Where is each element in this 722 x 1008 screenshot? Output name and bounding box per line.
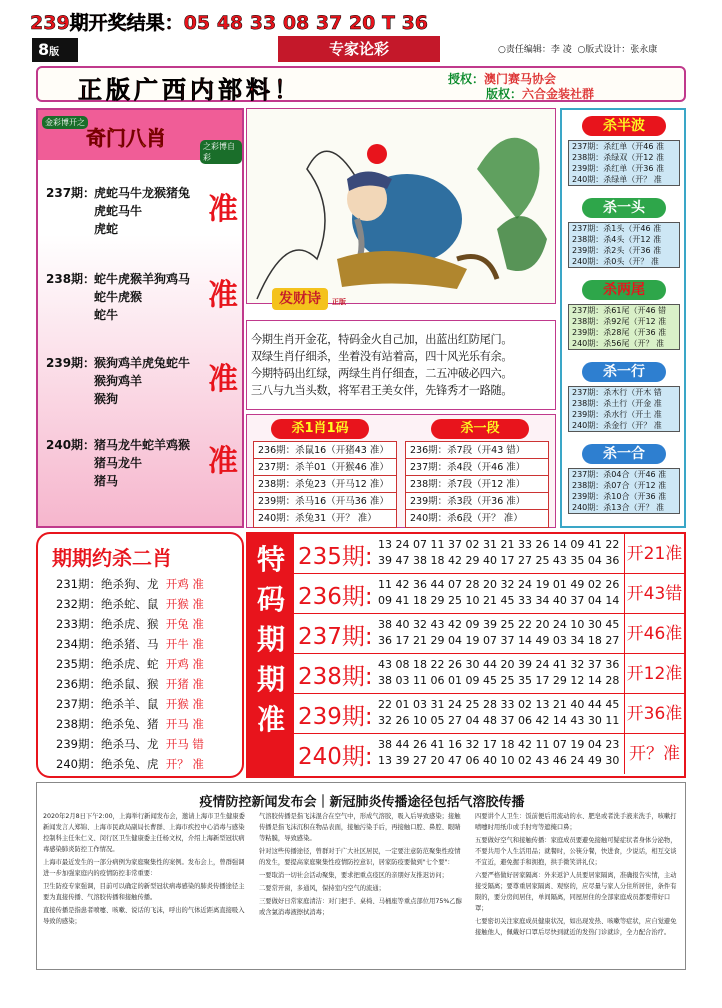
banner-title: 正版广西内部料！ — [78, 76, 302, 104]
kill-wave-list — [568, 140, 680, 186]
kill-zodiac-row: 237期：杀羊01（开猴46 准） — [254, 459, 396, 476]
qimen-line: 蛇牛虎猴 — [94, 290, 143, 304]
kill-segment-row: 240期：杀6段（开？ 准） — [410, 513, 523, 524]
qimen-mark: 准 — [208, 192, 238, 227]
kill-sum-list — [568, 468, 680, 514]
kill-tail-row: 238期：杀92尾（开12 准 — [572, 317, 667, 326]
kill-element-row: 239期：杀水行（开土 准 — [572, 410, 662, 419]
special-code-numbers: 38 03 11 06 01 09 45 25 35 17 29 12 14 28 — [378, 674, 620, 687]
news-column-3 — [475, 811, 681, 940]
outcome: 开猴 准 — [165, 597, 204, 611]
qimen-box — [36, 108, 244, 528]
qimen-period: 240期： — [46, 438, 96, 452]
kill-wave-row: 239期：杀红单（开36 准 — [572, 164, 664, 173]
qimen-tag-left: 金彩博开之 — [42, 116, 88, 129]
special-code-row — [294, 694, 684, 734]
period: 234期： — [56, 637, 101, 651]
kill: 绝杀猪、马 — [100, 637, 159, 651]
kill: 绝杀蛇、鼠 — [100, 597, 159, 611]
kill-sum-title: 杀一合 — [582, 444, 666, 464]
kill-zodiac-title: 杀1肖1码 — [271, 419, 369, 439]
special-code-numbers: 22 01 03 31 24 25 28 33 02 13 21 40 44 45 — [378, 698, 620, 711]
two-zodiac-row — [56, 634, 204, 654]
auth2-label: 版权： — [486, 87, 523, 101]
page-number-badge — [32, 38, 78, 62]
news-paragraph: 二要常开窗，多通风，保持室内空气的流通； — [259, 885, 385, 892]
qimen-tag-right: 之彩博自彩 — [200, 140, 242, 164]
auth2-value: 六合金装社群 — [522, 87, 595, 101]
poem-line: 今期生肖开金花，特码金火自己加，出蓝出红防尾门。 — [251, 333, 513, 346]
kill-head-list — [568, 222, 680, 268]
kill-head-row: 238期：杀4头（开12 准 — [572, 235, 662, 244]
qimen-line: 猴狗鸡羊虎兔蛇牛 — [94, 356, 191, 370]
kill-segment-row: 239期：杀3段（开36 准） — [406, 493, 548, 510]
kill-sum-row: 240期：杀13合（开？ 准 — [572, 503, 664, 512]
news-column-1 — [43, 811, 249, 929]
poem-line: 双绿生肖仔细杀，坐着没有站着高，四十风光乐有余。 — [251, 350, 513, 363]
news-paragraph: 七要密切关注家庭成员健康状况，如出现发热、咳嗽等症状，应自觉避免接触他人，佩戴好口罩后尽快到就近的发热门诊就诊，全力配合治疗。 — [475, 918, 677, 936]
credit-design: ○版式设计：张永康 — [577, 45, 658, 55]
kill-element-row: 240期：杀金行（开？ 准 — [572, 421, 662, 430]
kill-wave-row: 240期：杀绿单（开？ 准 — [572, 175, 662, 184]
qimen-line: 猪马 — [94, 474, 119, 488]
poem-line: 三八与九当头数，将军君王美女伴，先锋秀才一路随。 — [251, 384, 513, 397]
qimen-line: 猴狗 — [94, 392, 119, 406]
news-headline: 疫情防控新闻发布会｜新冠肺炎传播途径包括气溶胶传播 — [199, 795, 525, 810]
kill-wave-title: 杀半波 — [582, 116, 666, 136]
qimen-mark: 准 — [208, 444, 238, 479]
kill-head-title: 杀一头 — [582, 198, 666, 218]
period: 236期： — [56, 677, 101, 691]
two-zodiac-row — [56, 674, 204, 694]
outcome: 开鸡 准 — [165, 657, 204, 671]
kill-sum-row: 237期：杀04合（开46 准 — [572, 470, 667, 479]
two-zodiac-row — [56, 594, 204, 614]
special-code-numbers: 09 41 18 29 25 10 21 45 33 34 40 37 04 14 — [378, 594, 620, 607]
qimen-line: 虎蛇 — [94, 222, 119, 236]
qimen-line: 蛇牛虎猴羊狗鸡马 — [94, 272, 191, 286]
two-zodiac-kill-box — [36, 532, 244, 778]
poem-tag-small: 正版 — [332, 298, 346, 306]
kill-zodiac-list — [253, 441, 397, 528]
kill-tail-row: 239期：杀28尾（开36 准 — [572, 328, 667, 337]
kill-segment-list — [405, 441, 549, 528]
banner-copyright — [486, 85, 594, 102]
special-code-period: 238期: — [298, 664, 373, 690]
special-code-period: 235期: — [298, 544, 373, 570]
kill-segment-row: 237期：杀4段（开46 准） — [406, 459, 548, 476]
special-code-numbers: 39 47 38 18 42 29 40 17 27 25 43 35 04 36 — [378, 554, 620, 567]
kill-element-row: 237期：杀木行（开木 错 — [572, 388, 662, 397]
two-zodiac-row — [56, 714, 204, 734]
two-zodiac-row — [56, 734, 204, 754]
kill: 绝杀虎、蛇 — [100, 657, 159, 671]
special-code-period: 237期: — [298, 624, 373, 650]
news-paragraph: 四要讲个人卫生：饭前便后用流动的水、肥皂或者洗手液来洗手，咳嗽打喷嚏时用纸巾或手肘弯等遮掩口鼻； — [475, 813, 677, 831]
kill-sum-row: 238期：杀07合（开12 准 — [572, 481, 667, 490]
kill-segment-row: 238期：杀7段（开12 准） — [406, 476, 548, 493]
scholar-on-horse-illustration — [247, 109, 555, 303]
kill-zodiac-row: 239期：杀马16（开马36 准） — [254, 493, 396, 510]
period: 237期： — [56, 697, 101, 711]
special-code-table — [246, 532, 686, 778]
special-code-period: 236期: — [298, 584, 373, 610]
column-title: 专家论彩 — [278, 36, 440, 62]
news-paragraph: 三要做好日常家庭清洁：对门把手、桌椅、马桶座等重点部位用75%乙醇或含氯消毒液擦拭消毒； — [259, 898, 462, 916]
kill-tail-row: 237期：杀61尾（开46 错 — [572, 306, 667, 315]
qimen-line: 蛇牛 — [94, 308, 119, 322]
outcome: 开鸡 准 — [165, 577, 204, 591]
kill: 绝杀鼠、猴 — [100, 677, 159, 691]
kill-head-row: 239期：杀2头（开36 准 — [572, 246, 662, 255]
special-code-numbers: 43 08 18 22 26 30 44 20 39 24 41 32 37 36 — [378, 658, 620, 671]
side-char: 特 — [256, 543, 285, 576]
kill: 绝杀兔、猪 — [100, 717, 159, 731]
kill-sum-row: 239期：杀10合（开36 准 — [572, 492, 667, 501]
special-code-row — [294, 654, 684, 694]
outcome: 开马 准 — [165, 717, 204, 731]
news-column-2 — [259, 811, 465, 920]
side-char: 准 — [256, 703, 285, 736]
kill-segment-title: 杀一段 — [431, 419, 529, 439]
news-paragraph: 卫生防疫专家强调，目前可以确定的新型冠状病毒感染的肺炎传播途径主要为直接传播、气溶胶传播和接触传播。 — [43, 883, 245, 901]
two-zodiac-row — [56, 694, 204, 714]
special-code-side-title — [248, 534, 294, 776]
kill: 绝杀马、龙 — [100, 737, 159, 751]
qimen-mark: 准 — [208, 362, 238, 397]
kill-segment-row: 236期：杀7段（开43 错） — [406, 442, 548, 459]
special-code-numbers: 36 17 21 29 04 19 07 37 14 49 03 34 18 27 — [378, 634, 620, 647]
special-code-result: 开21准 — [624, 534, 684, 574]
period: 231期： — [56, 577, 101, 591]
special-code-numbers: 38 40 32 43 42 09 39 25 22 20 24 10 30 45 — [378, 618, 620, 631]
two-zodiac-row — [56, 654, 204, 674]
kill-element-row: 238期：杀土行（开金 准 — [572, 399, 662, 408]
special-code-row — [294, 734, 684, 774]
qimen-row — [46, 270, 236, 350]
special-code-result: 开46准 — [624, 614, 684, 654]
qimen-row — [46, 436, 236, 516]
news-paragraph: 六要严格做好居家隔离：外来返沪人员要居家隔离，准确报告实情，主动接受隔离；要尊重居家隔离、观察的，应尽量与家人分住所居住，条件有限的，要分房间居住，单间隔离，同屋居住的全部家庭成员都要带好口罩； — [475, 872, 677, 912]
special-code-result: 开36准 — [624, 694, 684, 734]
kill-zodiac-row: 236期：杀鼠16（开猪43 准） — [254, 442, 396, 459]
qimen-row — [46, 184, 236, 264]
kill-head-row: 237期：杀1头（开46 准 — [572, 224, 662, 233]
two-zodiac-row — [56, 754, 204, 774]
kill: 绝杀虎、猴 — [100, 617, 159, 631]
illustration — [246, 108, 556, 304]
special-code-row — [294, 534, 684, 574]
qimen-line: 虎蛇马牛龙猴猪兔 — [94, 186, 191, 200]
news-paragraph: 针对这些传播途径，曾群对于广大社区居民，一定要注意防范聚集性疫情的发生，要提高家庭聚集性疫情防控意识，居家防疫要做到"七个要"： — [259, 848, 461, 866]
outcome: 开牛 准 — [165, 637, 204, 651]
outcome: 开马 错 — [165, 737, 204, 751]
outcome: 开兔 准 — [165, 617, 204, 631]
kill-zodiac-row: 240期：杀兔31（开？ 准） — [258, 513, 377, 524]
period: 235期： — [56, 657, 101, 671]
side-char: 期 — [256, 663, 285, 696]
right-kill-column — [560, 108, 686, 528]
poem-box — [246, 320, 556, 410]
special-code-result: 开43错 — [624, 574, 684, 614]
outcome: 开？ 准 — [165, 757, 204, 771]
qimen-period: 239期： — [46, 356, 96, 370]
page-suffix: 版 — [49, 47, 60, 58]
special-code-row — [294, 614, 684, 654]
side-char: 期 — [256, 623, 285, 656]
two-zodiac-row — [56, 574, 204, 594]
credit-editor: ○责任编辑：李 凌 — [498, 45, 572, 55]
kill-element-title: 杀一行 — [582, 362, 666, 382]
news-paragraph: 气溶胶传播是指飞沫混合在空气中，形成气溶胶，吸入后导致感染；接触传播是指飞沫沉积在物品表面，接触污染手后，再接触口腔、鼻腔、眼睛等粘膜，导致感染。 — [259, 813, 461, 842]
special-code-row — [294, 574, 684, 614]
page-number: 8 — [38, 40, 50, 59]
news-paragraph: 直接传播是指患者喷嚏、咳嗽、说话的飞沫，呼出的气体近距离直接吸入导致的感染； — [43, 907, 245, 925]
special-code-numbers: 38 44 26 41 16 32 17 18 42 11 07 19 04 23 — [378, 738, 620, 751]
news-paragraph: 五要做好空气和接触传播：家庭成员要避免接触可疑症状者身体分泌物，不要共用个人生活用品；就餐时，公筷分餐，快进食，少说话，相互交谈不宜近，避免握手和拥抱，拱手微笑讲礼仪； — [475, 837, 677, 866]
two-zodiac-title: 期期约杀二肖 — [52, 546, 172, 570]
kill-tail-title: 杀两尾 — [582, 280, 666, 300]
kill-zodiac-row: 238期：杀兔23（开马12 准） — [254, 476, 396, 493]
special-code-result: 开12准 — [624, 654, 684, 694]
qimen-title: 奇门八肖 — [86, 126, 166, 150]
special-code-numbers: 13 39 27 20 47 06 40 10 02 43 46 24 49 30 — [378, 754, 620, 767]
banner — [36, 66, 686, 102]
kill-wave-row: 237期：杀红单（开46 准 — [572, 142, 664, 151]
outcome: 开猴 准 — [165, 697, 204, 711]
kill-tables — [246, 414, 556, 528]
period: 232期： — [56, 597, 101, 611]
poem-tag: 发财诗 — [272, 288, 328, 310]
special-code-period: 239期: — [298, 704, 373, 730]
period: 240期： — [56, 757, 101, 771]
period: 238期： — [56, 717, 101, 731]
special-code-numbers: 13 24 07 11 37 02 31 21 33 26 14 09 41 22 — [378, 538, 620, 551]
kill-tail-list — [568, 304, 680, 350]
qimen-period: 237期： — [46, 186, 96, 200]
poem-line: 今期特码出红绿，两绿生肖仔细查，二五冲破必四六。 — [251, 367, 513, 380]
kill-wave-row: 238期：杀绿双（开12 准 — [572, 153, 664, 162]
side-char: 码 — [256, 583, 285, 616]
news-article — [36, 782, 686, 970]
kill-head-row: 240期：杀0头（开？ 准 — [572, 257, 659, 266]
special-code-numbers: 11 42 36 44 07 28 20 32 24 19 01 49 02 26 — [378, 578, 620, 591]
qimen-line: 猪马龙牛 — [94, 456, 143, 470]
special-code-period: 240期: — [298, 744, 373, 770]
qimen-period: 238期： — [46, 272, 96, 286]
qimen-line: 猴狗鸡羊 — [94, 374, 143, 388]
auth1-label: 授权： — [448, 72, 485, 86]
kill-tail-row: 240期：杀56尾（开？ 准 — [572, 339, 664, 348]
qimen-mark: 准 — [208, 278, 238, 313]
two-zodiac-row — [56, 614, 204, 634]
credits — [498, 42, 657, 55]
kill: 绝杀狗、龙 — [100, 577, 159, 591]
kill: 绝杀羊、鼠 — [100, 697, 159, 711]
news-paragraph: 上海市最近发生的一部分病例为家庭聚集性的案例。发布会上，曾群强调进一步加强家庭内的疫情防控非常重要： — [43, 859, 245, 877]
qimen-line: 猪马龙牛蛇羊鸡猴 — [94, 438, 191, 452]
kill-element-list — [568, 386, 680, 432]
news-paragraph: 2020年2月8日下午2:00，上海举行新闻发布会，邀请上海市卫生健康委新闻发言人郑锦、上海市民政局副局长曹群、上海市疾控中心消毒与感染控制科主任朱仁义、闵行区卫生健康委主任杨文权，介绍上海新型冠状病毒感染肺炎防控工作情况。 — [43, 813, 245, 853]
kill: 绝杀兔、虎 — [100, 757, 159, 771]
special-code-result: 开？准 — [624, 734, 684, 774]
qimen-line: 虎蛇马牛 — [94, 204, 143, 218]
draw-result-headline: 239期开奖结果：05 48 33 08 37 20 T 36 — [30, 12, 429, 34]
auth1-value: 澳门赛马协会 — [484, 72, 557, 86]
special-code-numbers: 32 26 10 05 27 04 48 37 06 42 14 43 30 11 — [378, 714, 620, 727]
outcome: 开猪 准 — [165, 677, 204, 691]
period: 233期： — [56, 617, 101, 631]
period: 239期： — [56, 737, 101, 751]
qimen-row — [46, 354, 236, 434]
news-paragraph: 一要取消一切社会活动聚集，要求把重点疫区的亲朋好友推迟访问； — [259, 872, 448, 879]
